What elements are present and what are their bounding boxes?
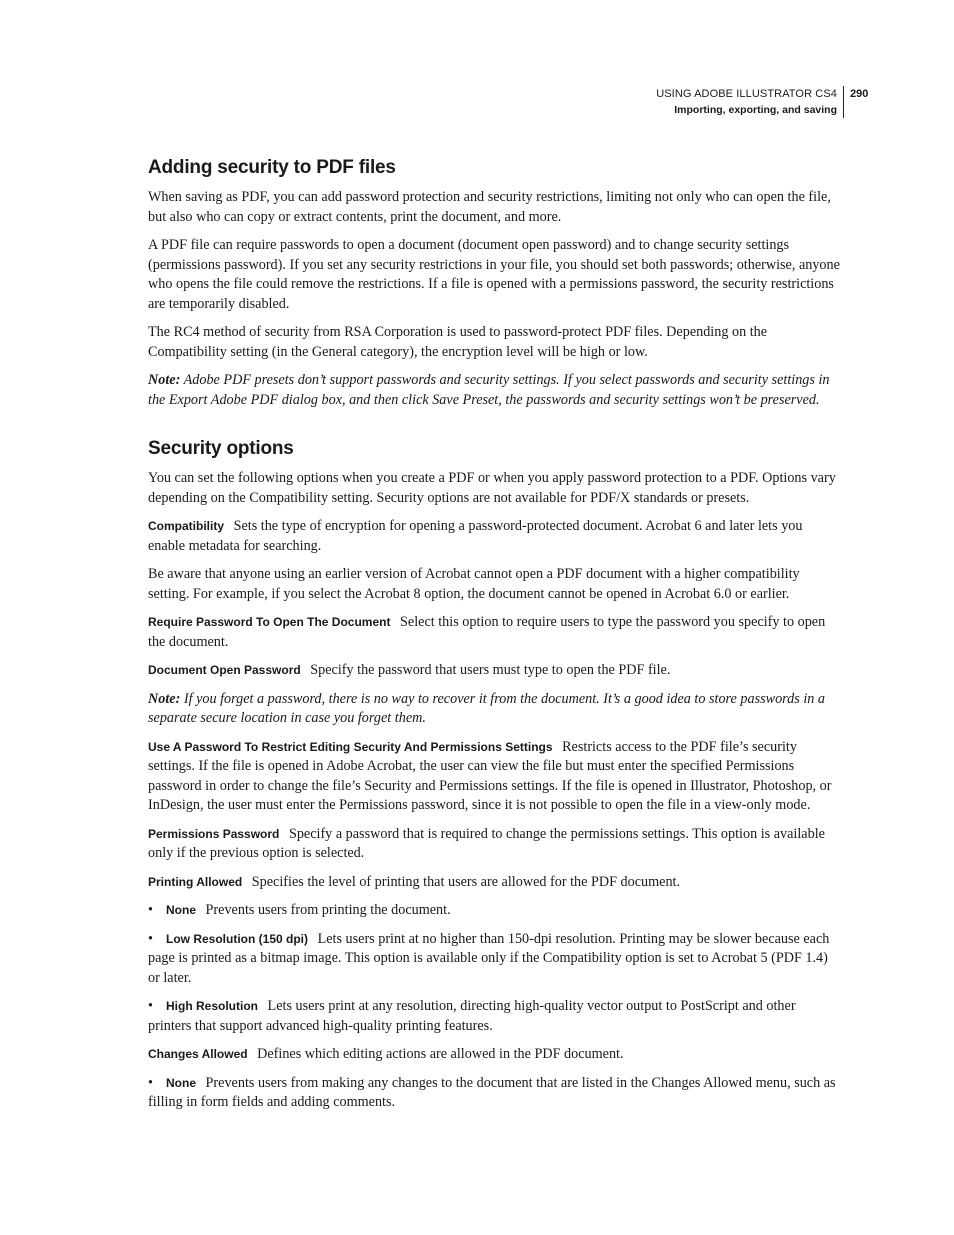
note-paragraph bbox=[148, 690, 842, 729]
term-description: Select this option to require users to type the password you specify to open the document. bbox=[148, 614, 826, 650]
term-label: Low Resolution (150 dpi) bbox=[166, 931, 309, 946]
term-label: Printing Allowed bbox=[148, 874, 243, 889]
term-description: Defines which editing actions are allowed in the PDF document. bbox=[257, 1046, 624, 1062]
note-paragraph bbox=[148, 371, 842, 410]
note-label: Note: bbox=[148, 372, 181, 388]
bullet-item-print-high bbox=[148, 997, 842, 1036]
definition-printing-allowed bbox=[148, 873, 842, 893]
term-description: Lets users print at no higher than 150-dpi resolution. Printing may be slower because each page is printed as a bitmap image. This option is available only if the Compatibility option is set to Acrobat 5 (PDF 1.4) or later. bbox=[148, 930, 830, 986]
definition-document-open-password bbox=[148, 661, 842, 681]
term-description: Specify a password that is required to change the permissions settings. This option is available only if the previous option is selected. bbox=[148, 825, 825, 861]
term-label: Changes Allowed bbox=[148, 1047, 248, 1061]
running-header bbox=[656, 86, 844, 118]
term-label: High Resolution bbox=[166, 999, 258, 1013]
section-heading-adding-security: Adding security to PDF files bbox=[148, 157, 396, 178]
paragraph: When saving as PDF, you can add password protection and security restrictions, limiting not only who can open the file, but also who can copy or extract contents, print the document, and more. bbox=[148, 189, 831, 225]
page-number: 290 bbox=[850, 88, 869, 100]
term-description: Specify the password that users must type to open the PDF file. bbox=[310, 662, 671, 678]
bullet-item-print-none bbox=[148, 901, 842, 921]
definition-require-password bbox=[148, 613, 842, 652]
term-description: Restricts access to the PDF file’s security settings. If the file is opened in Adobe Acrobat, the user can view the file but must enter the specified Permissions password in order to change the file’s Security and Permissions settings. If the file is opened in Illustrator, Photoshop, or InDesign, the user must enter the Permissions password, since it is not possible to open the file in a view-only mode. bbox=[148, 738, 832, 813]
definition-permissions-password bbox=[148, 825, 842, 864]
bullet-item-changes-none bbox=[148, 1074, 842, 1113]
term-label: Require Password To Open The Document bbox=[148, 615, 391, 629]
definition-use-password-restrict bbox=[148, 738, 842, 816]
term-label: Compatibility bbox=[148, 519, 225, 533]
term-label: None bbox=[166, 1075, 196, 1090]
note-label: Note: bbox=[148, 690, 181, 707]
term-label: Use A Password To Restrict Editing Security And Permissions Settings bbox=[148, 739, 553, 754]
bullet-icon: • bbox=[148, 998, 153, 1014]
bullet-icon: • bbox=[148, 902, 153, 918]
definition-changes-allowed bbox=[148, 1045, 842, 1065]
note-text: Adobe PDF presets don’t support passwords and security settings. If you select passwords and security settings in the Export Adobe PDF dialog box, and then click Save Preset, the passwords and security settings won’t be preserved. bbox=[148, 372, 830, 408]
paragraph: You can set the following options when you create a PDF or when you apply password protection to a PDF. Options vary depending on the Compatibility setting. Security options are not available for PDF/X standards or presets. bbox=[148, 470, 836, 506]
term-description: Specifies the level of printing that users are allowed for the PDF document. bbox=[251, 873, 681, 890]
term-description: Sets the type of encryption for opening a password-protected document. Acrobat 6 and later lets you enable metadata for searching. bbox=[148, 518, 803, 554]
term-description: Lets users print at any resolution, directing high-quality vector output to PostScript and other printers that support advanced high-quality printing features. bbox=[148, 998, 796, 1034]
book-title: USING ADOBE ILLUSTRATOR CS4 bbox=[656, 88, 837, 100]
paragraph: The RC4 method of security from RSA Corporation is used to password-protect PDF files. Depending on the Compatibility setting (in the General category), the encryption level will be high or low. bbox=[148, 324, 768, 360]
bullet-item-print-low bbox=[148, 930, 842, 989]
note-text: If you forget a password, there is no way to recover it from the document. It’s a good idea to store passwords in a separate secure location in case you forget them. bbox=[148, 690, 826, 726]
bullet-icon: • bbox=[148, 930, 153, 947]
paragraph: A PDF file can require passwords to open a document (document open password) and to change security settings (permissions password). If you set any security restrictions in your file, you should set both passwords; otherwise, anyone who opens the file could remove the restrictions. If a file is opened with a permissions password, the security restrictions are temporarily disabled. bbox=[148, 237, 840, 312]
term-description: Prevents users from printing the document. bbox=[205, 902, 451, 918]
chapter-title: Importing, exporting, and saving bbox=[674, 104, 837, 116]
bullet-icon: • bbox=[148, 1074, 153, 1091]
definition-compatibility bbox=[148, 517, 842, 556]
paragraph: Be aware that anyone using an earlier version of Acrobat cannot open a PDF document with a higher compatibility setting. For example, if you select the Acrobat 8 option, the document cannot be opened in Acrobat 6.0 or earlier. bbox=[148, 566, 800, 602]
term-label: None bbox=[166, 903, 196, 917]
term-description: Prevents users from making any changes to the document that are listed in the Changes Allowed menu, such as filling in form fields and adding comments. bbox=[148, 1074, 836, 1110]
section-heading-security-options: Security options bbox=[148, 438, 294, 459]
page-content bbox=[148, 154, 842, 1122]
term-label: Document Open Password bbox=[148, 663, 301, 677]
term-label: Permissions Password bbox=[148, 826, 280, 841]
